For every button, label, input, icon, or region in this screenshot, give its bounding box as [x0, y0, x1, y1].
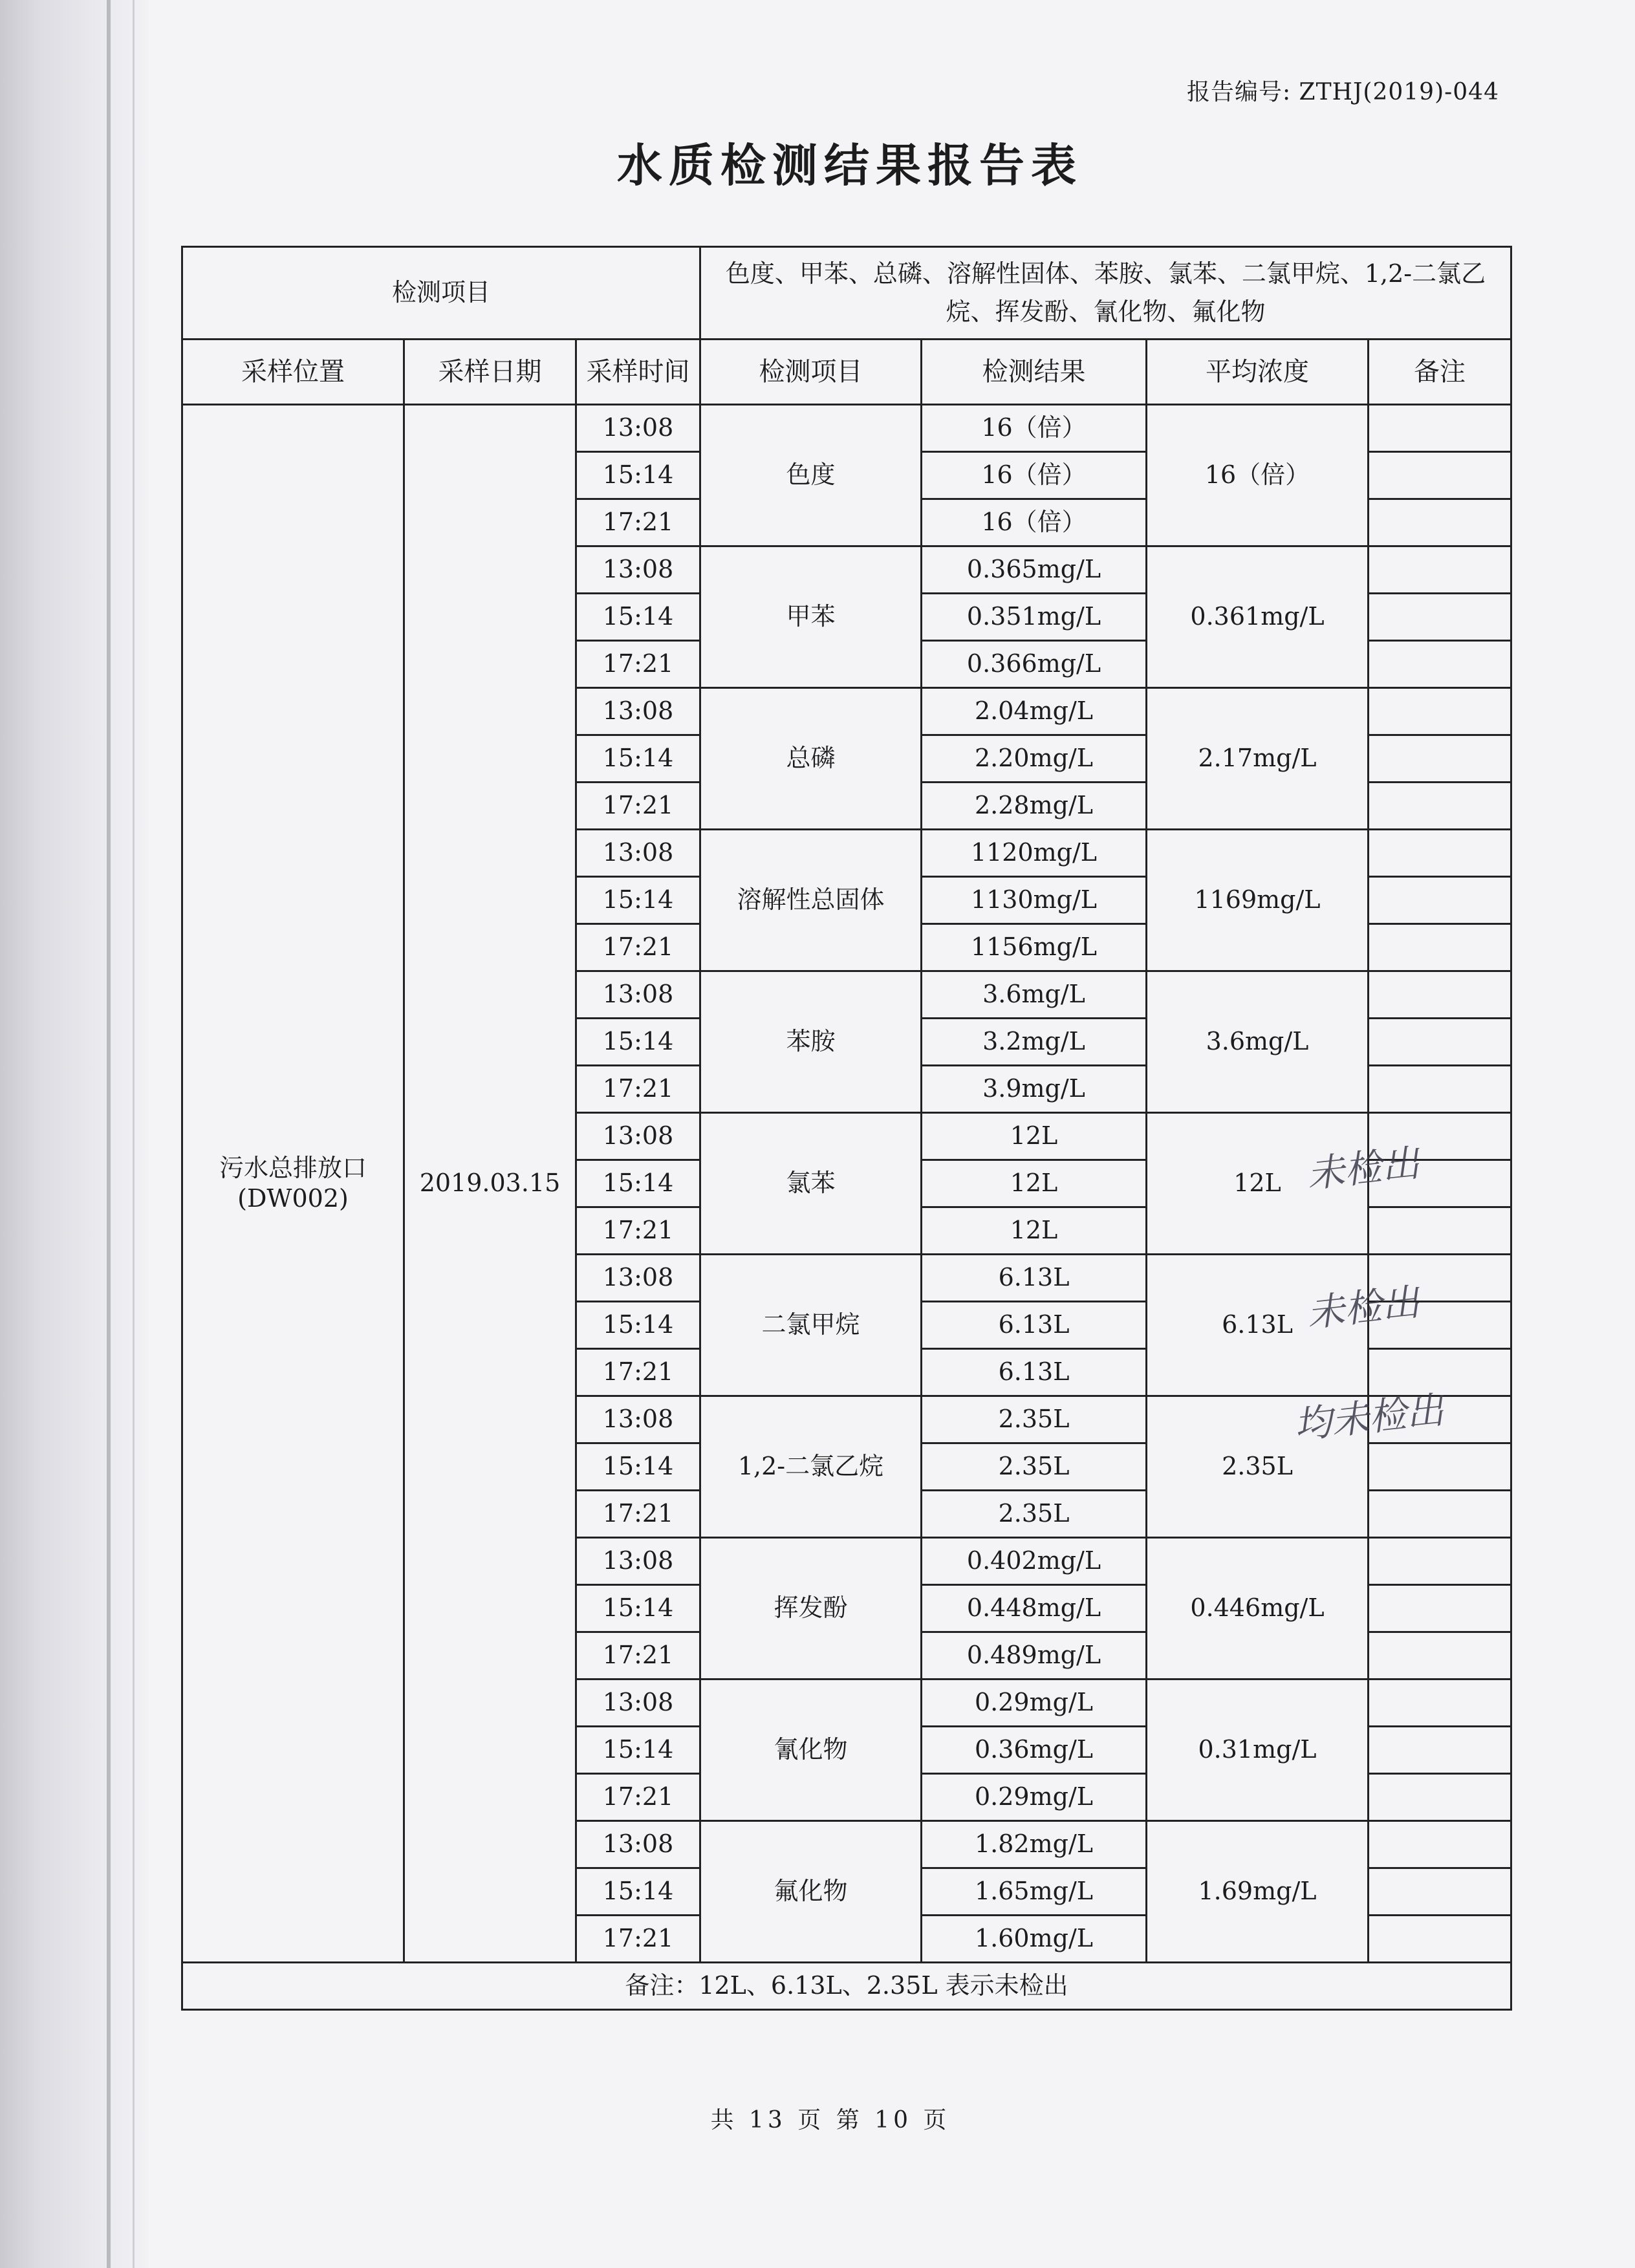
test-result: 3.2mg/L: [922, 1019, 1147, 1066]
test-result: 1.60mg/L: [922, 1916, 1147, 1963]
sampling-time: 13:08: [576, 971, 700, 1019]
sampling-time: 17:21: [576, 1066, 700, 1113]
test-result: 2.35L: [922, 1443, 1147, 1491]
average-concentration: 0.361mg/L: [1147, 546, 1369, 688]
test-result: 1120mg/L: [922, 830, 1147, 877]
sampling-time: 17:21: [576, 1349, 700, 1396]
remark-cell: [1369, 1538, 1511, 1585]
test-result: 6.13L: [922, 1255, 1147, 1302]
sampling-site: [182, 405, 404, 1963]
header-cell: 备注: [1369, 340, 1511, 405]
header-cell: 平均浓度: [1147, 340, 1369, 405]
remark-cell: [1369, 405, 1511, 452]
table-row: [182, 405, 1511, 452]
sampling-time: 13:08: [576, 1396, 700, 1443]
test-result: 0.365mg/L: [922, 546, 1147, 594]
test-result: 16（倍）: [922, 499, 1147, 546]
results-table: [181, 246, 1512, 2011]
remark-cell: [1369, 1774, 1511, 1821]
site-name: 污水总排放口: [219, 1153, 367, 1182]
page-title: 水质检测结果报告表: [617, 139, 1083, 192]
test-result: 1130mg/L: [922, 877, 1147, 924]
sampling-time: 17:21: [576, 1632, 700, 1679]
test-result: 0.29mg/L: [922, 1774, 1147, 1821]
header-cell: 采样时间: [576, 340, 700, 405]
remark-cell: [1369, 1066, 1511, 1113]
remark-cell: [1369, 1916, 1511, 1963]
test-result: 0.29mg/L: [922, 1679, 1147, 1727]
test-result: 12L: [922, 1207, 1147, 1255]
sampling-time: 13:08: [576, 1679, 700, 1727]
sampling-time: 15:14: [576, 594, 700, 641]
sampling-time: 15:14: [576, 877, 700, 924]
sampling-time: 13:08: [576, 405, 700, 452]
remark-cell: [1369, 1821, 1511, 1868]
sampling-time: 15:14: [576, 1019, 700, 1066]
sampling-time: 17:21: [576, 641, 700, 688]
sampling-time: 17:21: [576, 783, 700, 830]
remark-cell: [1369, 1491, 1511, 1538]
sampling-time: 15:14: [576, 1160, 700, 1207]
remark-cell: [1369, 1727, 1511, 1774]
test-result: 6.13L: [922, 1349, 1147, 1396]
sampling-time: 15:14: [576, 735, 700, 783]
header-cell: 采样位置: [182, 340, 404, 405]
test-item: 溶解性总固体: [700, 830, 922, 971]
test-result: 1.65mg/L: [922, 1868, 1147, 1916]
site-code: (DW002): [237, 1184, 349, 1213]
average-concentration: 0.446mg/L: [1147, 1538, 1369, 1679]
test-result: 2.28mg/L: [922, 783, 1147, 830]
sampling-time: 17:21: [576, 1774, 700, 1821]
test-item: 氯苯: [700, 1113, 922, 1255]
sampling-time: 17:21: [576, 1916, 700, 1963]
test-result: 6.13L: [922, 1302, 1147, 1349]
sampling-time: 13:08: [576, 1255, 700, 1302]
average-concentration: 3.6mg/L: [1147, 971, 1369, 1113]
test-result: 0.351mg/L: [922, 594, 1147, 641]
test-result: 0.489mg/L: [922, 1632, 1147, 1679]
sampling-time: 13:08: [576, 1821, 700, 1868]
average-concentration: 1169mg/L: [1147, 830, 1369, 971]
sampling-time: 15:14: [576, 452, 700, 499]
test-result: 0.448mg/L: [922, 1585, 1147, 1632]
report-number: 报告编号: ZTHJ(2019)-044: [1186, 79, 1499, 105]
test-result: 16（倍）: [922, 452, 1147, 499]
sampling-time: 15:14: [576, 1727, 700, 1774]
sampling-time: 15:14: [576, 1302, 700, 1349]
test-result: 2.20mg/L: [922, 735, 1147, 783]
sampling-time: 13:08: [576, 688, 700, 735]
remark-cell: [1369, 641, 1511, 688]
remark-cell: [1369, 1019, 1511, 1066]
remark-cell: [1369, 1207, 1511, 1255]
sampling-time: 13:08: [576, 1113, 700, 1160]
header-cell: 采样日期: [404, 340, 576, 405]
remark-cell: [1369, 1443, 1511, 1491]
remark-cell: [1369, 688, 1511, 735]
test-result: 2.04mg/L: [922, 688, 1147, 735]
remark-cell: [1369, 1868, 1511, 1916]
note-row: [182, 1963, 1511, 2010]
sampling-time: 15:14: [576, 1443, 700, 1491]
test-result: 3.9mg/L: [922, 1066, 1147, 1113]
test-result: 12L: [922, 1113, 1147, 1160]
remark-cell: [1369, 594, 1511, 641]
remark-cell: [1369, 1632, 1511, 1679]
sampling-time: 17:21: [576, 924, 700, 971]
remark-cell: [1369, 452, 1511, 499]
binding-edge: [107, 0, 111, 2268]
remark-cell: [1369, 924, 1511, 971]
remark-cell: [1369, 783, 1511, 830]
binding-edge-inner: [133, 0, 135, 2268]
test-item: 挥发酚: [700, 1538, 922, 1679]
test-item: 氟化物: [700, 1821, 922, 1963]
average-concentration: 0.31mg/L: [1147, 1679, 1369, 1821]
sampling-time: 17:21: [576, 1491, 700, 1538]
header-cell: 检测结果: [922, 340, 1147, 405]
remark-cell: [1369, 971, 1511, 1019]
test-result: 16（倍）: [922, 405, 1147, 452]
binding-shadow: [0, 0, 149, 2268]
remark-cell: [1369, 1585, 1511, 1632]
items-row: [182, 247, 1511, 340]
test-item: 氰化物: [700, 1679, 922, 1821]
header-cell: 检测项目: [700, 340, 922, 405]
header-row: [182, 340, 1511, 405]
sampling-time: 15:14: [576, 1868, 700, 1916]
handwritten-annotation: 未检出: [1305, 1280, 1422, 1335]
average-concentration: 12L: [1147, 1113, 1369, 1255]
remark-cell: [1369, 499, 1511, 546]
items-label: 检测项目: [182, 247, 700, 340]
sampling-time: 13:08: [576, 546, 700, 594]
test-result: 0.402mg/L: [922, 1538, 1147, 1585]
handwritten-annotation: 未检出: [1305, 1141, 1422, 1196]
remark-cell: [1369, 877, 1511, 924]
test-item: 苯胺: [700, 971, 922, 1113]
sampling-time: 13:08: [576, 830, 700, 877]
test-item: 总磷: [700, 688, 922, 830]
sampling-date: 2019.03.15: [404, 405, 576, 1963]
test-item: 二氯甲烷: [700, 1255, 922, 1396]
handwritten-annotation: 均未检出: [1292, 1388, 1446, 1447]
sampling-time: 17:21: [576, 1207, 700, 1255]
sampling-time: 17:21: [576, 499, 700, 546]
average-concentration: 1.69mg/L: [1147, 1821, 1369, 1963]
remark-cell: [1369, 830, 1511, 877]
test-result: 12L: [922, 1160, 1147, 1207]
table-note: 备注：12L、6.13L、2.35L 表示未检出: [182, 1963, 1511, 2010]
test-result: 2.35L: [922, 1491, 1147, 1538]
test-item: 1,2-二氯乙烷: [700, 1396, 922, 1538]
sampling-time: 15:14: [576, 1585, 700, 1632]
average-concentration: 2.35L: [1147, 1396, 1369, 1538]
test-result: 3.6mg/L: [922, 971, 1147, 1019]
average-concentration: 2.17mg/L: [1147, 688, 1369, 830]
remark-cell: [1369, 735, 1511, 783]
remark-cell: [1369, 546, 1511, 594]
test-item: 色度: [700, 405, 922, 546]
test-result: 0.36mg/L: [922, 1727, 1147, 1774]
average-concentration: 6.13L: [1147, 1255, 1369, 1396]
average-concentration: 16（倍）: [1147, 405, 1369, 546]
page-footer: 共 13 页 第 10 页: [710, 2107, 951, 2133]
sampling-time: 13:08: [576, 1538, 700, 1585]
test-item: 甲苯: [700, 546, 922, 688]
remark-cell: [1369, 1679, 1511, 1727]
test-result: 0.366mg/L: [922, 641, 1147, 688]
items-text: 色度、甲苯、总磷、溶解性固体、苯胺、氯苯、二氯甲烷、1,2-二氯乙烷、挥发酚、氰化物、氟化物: [700, 247, 1511, 340]
test-result: 2.35L: [922, 1396, 1147, 1443]
test-result: 1156mg/L: [922, 924, 1147, 971]
test-result: 1.82mg/L: [922, 1821, 1147, 1868]
